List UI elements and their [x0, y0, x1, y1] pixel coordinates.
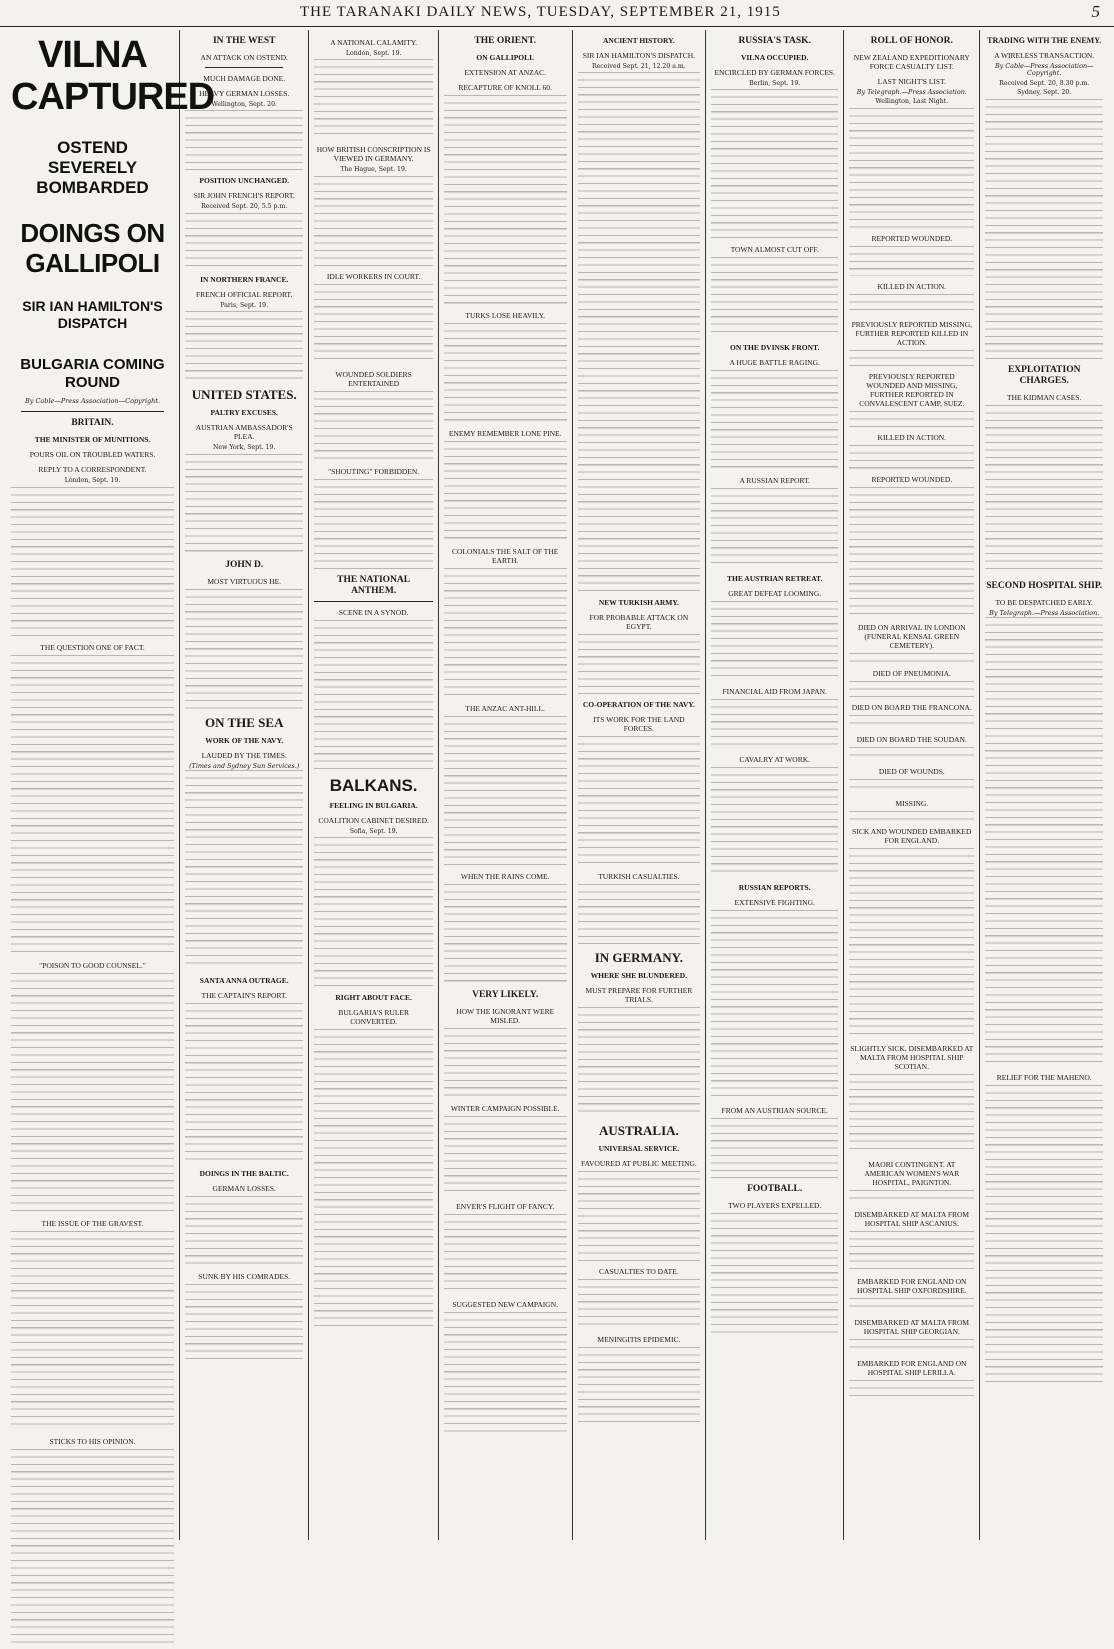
subhead-coop: CO-OPERATION OF THE NAVY. [582, 700, 695, 710]
subhead-calamity: A NATIONAL CALAMITY. [330, 38, 418, 47]
subhead-georgian: DISEMBARKED AT MALTA FROM HOSPITAL SHIP GEORGIAN. [854, 1317, 970, 1336]
dateline: Wellington, Last Night. [875, 98, 949, 106]
subhead-financial: FINANCIAL AID FROM JAPAN. [722, 687, 827, 697]
subhead-rwounded2: REPORTED WOUNDED. [871, 474, 953, 484]
subhead-ascanius: DISEMBARKED AT MALTA FROM HOSPITAL SHIP ASCANIUS. [854, 1209, 970, 1228]
subhead-shouting: "SHOUTING" FORBIDDEN. [328, 466, 420, 476]
subhead-malta: SLIGHTLY SICK, DISEMBARKED AT MALTA FROM HOSPITAL SHIP SCOTIAN. [850, 1043, 974, 1071]
subhead-damage: MUCH DAMAGE DONE. [203, 74, 286, 83]
section-football: FOOTBALL. [747, 1184, 803, 1195]
subhead-sunk: SUNK BY HIS COMRADES. [198, 1272, 291, 1282]
subhead-wireless: A WIRELESS TRANSACTION. [994, 51, 1095, 60]
section-hospital: SECOND HOSPITAL SHIP. [986, 580, 1103, 591]
headline-hamilton: SIR IAN HAMILTON'S DISPATCH [22, 298, 163, 331]
dateline: London, Sept. 19. [64, 477, 121, 485]
byline: By Telegraph.—Press Association. [989, 608, 1100, 617]
subhead-paltry: PALTRY EXCUSES. [210, 408, 278, 418]
subhead-poison: "POISON TO GOOD COUNSEL." [39, 960, 146, 970]
column-8 [980, 30, 1108, 1540]
dateline: Berlin, Sept. 19. [749, 80, 801, 87]
subhead-how: HOW BRITISH CONSCRIPTION IS VIEWED IN GERMANY. [316, 145, 431, 164]
dateline: London, Sept. 19. [345, 50, 402, 57]
section-exploit: EXPLOITATION CHARGES. [1007, 364, 1081, 386]
subhead-french: SIR JOHN FRENCH'S REPORT. [193, 191, 295, 201]
subhead-nfrance: IN NORTHERN FRANCE. [200, 274, 289, 284]
subhead-trials: MUST PREPARE FOR FURTHER TRIALS. [585, 986, 693, 1005]
subhead-prev: PREVIOUSLY REPORTED MISSING, FURTHER REPORTED KILLED IN ACTION. [851, 319, 972, 347]
subhead-austsrc: FROM AN AUSTRIAN SOURCE. [721, 1106, 828, 1116]
section-britain: BRITAIN. [71, 418, 114, 429]
section-west: IN THE WEST [212, 36, 276, 46]
subhead-kidman: THE KIDMAN CASES. [1007, 392, 1082, 402]
section-germany: IN GERMANY. [594, 950, 684, 966]
subhead-knoll: RECAPTURE OF KNOLL 60. [458, 83, 552, 92]
subhead-minister: THE MINISTER OF MUNITIONS. [34, 435, 151, 445]
subhead-rains: WHEN THE RAINS COME. [460, 872, 550, 881]
columns [6, 30, 1108, 1540]
subhead-town: TOWN ALMOST CUT OFF. [730, 245, 819, 255]
subhead-lonepine: ENEMY REMEMBER LONE PINE. [448, 429, 562, 438]
dateline: Sofia, Sept. 19. [349, 827, 398, 835]
subhead-missing: MISSING. [895, 798, 929, 808]
subhead-santa: SANTA ANNA OUTRAGE. [199, 976, 289, 986]
headline-gallipoli: DOINGS ON GALLIPOLI [20, 218, 165, 278]
subhead-lauded: LAUDED BY THE TIMES. [201, 750, 287, 760]
subhead-cavalry: CAVALRY AT WORK. [739, 755, 811, 765]
subhead-franconia: DIED ON BOARD THE FRANCONA. [851, 702, 972, 712]
subhead-glosses: GERMAN LOSSES. [212, 1184, 276, 1194]
subhead-maori: MAORI CONTINGENT. AT AMERICAN WOMEN'S WAR HOSPITAL, PAIGNTON. [864, 1159, 960, 1187]
subhead-turks: TURKS LOSE HEAVILY. [465, 311, 545, 320]
subhead-died: DIED ON ARRIVAL IN LONDON (FUNERAL KENSAL GREEN CEMETERY). [858, 622, 966, 650]
byline: By Telegraph.—Press Association. [856, 88, 967, 96]
subhead-casualties: TURKISH CASUALTIES. [598, 872, 680, 882]
subhead-oil: POURS OIL ON TROUBLED WATERS. [29, 450, 156, 460]
dateline: Paris, Sept. 19. [220, 301, 269, 309]
subhead-defeat: GREAT DEFEAT LOOMING. [728, 589, 822, 599]
section-anthem: THE NATIONAL ANTHEM. [314, 575, 432, 602]
subhead-virtuous: MOST VIRTUOUS HE. [207, 576, 282, 586]
column-5 [573, 30, 707, 1540]
subhead-ruler: BULGARIA'S RULER CONVERTED. [338, 1008, 409, 1027]
subhead-hamdisp: SIR IAN HAMILTON'S DISPATCH. [582, 51, 696, 60]
subhead-suggested: SUGGESTED NEW CAMPAIGN. [452, 1300, 558, 1309]
column-2 [180, 30, 309, 1540]
subhead-relief: RELIEF FOR THE MAHENO. [996, 1073, 1092, 1083]
headline-vilna: VILNA CAPTURED [11, 34, 215, 118]
subhead-captain: THE CAPTAIN'S REPORT. [201, 991, 287, 1001]
column-7 [844, 30, 980, 1540]
section-trading: TRADING WITH THE ENEMY. [987, 36, 1102, 45]
subhead-idle: IDLE WORKERS IN COURT. [326, 271, 421, 281]
subhead-expelled: TWO PLAYERS EXPELLED. [728, 1201, 822, 1211]
subhead-winter: WINTER CAMPAIGN POSSIBLE. [450, 1104, 560, 1113]
dateline: Received Sept. 20, 8.30 p.m. [999, 79, 1090, 87]
subhead-baltic: DOINGS IN THE BALTIC. [199, 1169, 289, 1179]
subhead-fact: THE QUESTION ONE OF FACT. [40, 642, 145, 652]
subhead-right: RIGHT ABOUT FACE. [335, 993, 412, 1003]
subhead-vilna: VILNA OCCUPIED. [740, 53, 809, 62]
subhead-wounds: DIED OF WOUNDS. [878, 766, 945, 776]
subhead-navy: WORK OF THE NAVY. [205, 735, 284, 745]
dateline: Wellington, Sept. 20. [211, 101, 278, 108]
section-onsea: ON THE SEA [204, 714, 284, 730]
subhead-soudan: DIED ON BOARD THE SOUDAN. [856, 734, 967, 744]
page-number: 5 [1091, 2, 1100, 21]
column-3 [309, 30, 438, 1540]
subhead-colonials: COLONIALS THE SALT OF THE EARTH. [451, 547, 559, 565]
section-balkans: BALKANS. [329, 775, 418, 795]
subhead-nzef: NEW ZEALAND EXPEDITIONARY FORCE CASUALTY LIST. [853, 53, 970, 71]
column-6 [706, 30, 844, 1540]
subhead-gallipoli: ON GALLIPOLI. [476, 53, 534, 62]
section-roll: ROLL OF HONOR. [870, 36, 953, 46]
subhead-killed2: KILLED IN ACTION. [877, 432, 947, 442]
subhead-official: FRENCH OFFICIAL REPORT. [195, 289, 293, 299]
subhead-sick: SICK AND WOUNDED EMBARKED FOR ENGLAND. [852, 826, 972, 845]
byline: By Cable—Press Association—Copyright. [994, 62, 1094, 78]
subhead-gravest: THE ISSUE OF THE GRAVEST. [41, 1218, 144, 1228]
subhead-despatched: TO BE DESPATCHED EARLY. [995, 597, 1093, 607]
subhead-reply: REPLY TO A CORRESPONDENT. [38, 465, 147, 475]
subhead-retreat: THE AUSTRIAN RETREAT. [727, 574, 823, 584]
subhead-ancient: ANCIENT HISTORY. [603, 36, 675, 45]
dateline: Sydney, Sept. 20. [1017, 89, 1072, 97]
subhead-sticks: STICKS TO HIS OPINION. [49, 1436, 136, 1446]
subhead-blundered: WHERE SHE BLUNDERED. [590, 971, 688, 981]
subhead-lerilla: EMBARKED FOR ENGLAND ON HOSPITAL SHIP LERILLA. [857, 1358, 967, 1377]
subhead-casdate: CASUALTIES TO DATE. [599, 1267, 679, 1277]
section-orient: THE ORIENT. [474, 36, 536, 46]
subhead-russian: A RUSSIAN REPORT. [739, 476, 810, 486]
subhead-heavy: HEAVY GERMAN LOSSES. [199, 89, 290, 98]
masthead [0, 0, 1114, 27]
subhead-enver: ENVER'S FLIGHT OF FANCY. [456, 1202, 555, 1211]
section-us: UNITED STATES. [191, 387, 297, 403]
subhead-coalition: COALITION CABINET DESIRED. [318, 815, 429, 825]
subhead-egypt: FOR PROBABLE ATTACK ON EGYPT. [589, 613, 689, 632]
subhead-feeling: FEELING IN BULGARIA. [329, 800, 418, 810]
subhead-landforces: ITS WORK FOR THE LAND FORCES. [593, 715, 685, 734]
column-4 [439, 30, 573, 1540]
subhead-rwounded: REPORTED WOUNDED. [871, 233, 953, 243]
subhead-johnd: JOHN D. [225, 559, 264, 570]
masthead-title: THE TARANAKI DAILY NEWS, TUESDAY, SEPTEMBER 21, 1915 [300, 4, 781, 20]
service-note: (Times and Sydney Sun Services.) [189, 761, 300, 770]
section-russia: RUSSIA'S TASK. [738, 36, 811, 46]
byline: By Cable—Press Association—Copyright. [24, 397, 161, 405]
subhead-scene: SCENE IN A SYNOD. [338, 607, 409, 617]
subhead-extension: EXTENSION AT ANZAC. [464, 68, 547, 77]
subhead-extensive: EXTENSIVE FIGHTING. [734, 898, 815, 908]
subhead-killed: KILLED IN ACTION. [877, 281, 947, 291]
subhead-turkish: NEW TURKISH ARMY. [598, 598, 679, 608]
headline-bulgaria: BULGARIA COMING ROUND [20, 356, 165, 391]
section-australia: AUSTRALIA. [598, 1123, 679, 1139]
subhead-encircled: ENCIRCLED BY GERMAN FORCES. [714, 68, 835, 77]
dateline: Received Sept. 20, 5.5 p.m. [201, 203, 288, 211]
subhead-ostend: AN ATTACK ON OSTEND. [200, 53, 288, 62]
subhead-pneumonia: DIED OF PNEUMONIA. [872, 668, 951, 678]
dateline: The Hague, Sept. 19. [340, 166, 407, 174]
subhead-dvinsk: ON THE DVINSK FRONT. [730, 343, 820, 353]
subhead-favoured: FAVOURED AT PUBLIC MEETING. [580, 1159, 697, 1169]
subhead-reports: RUSSIAN REPORTS. [738, 883, 811, 893]
dateline: Received Sept. 21, 12.20 a.m. [591, 63, 686, 70]
subhead-unchanged: POSITION UNCHANGED. [199, 176, 289, 186]
subhead-ignorant: HOW THE IGNORANT WERE MISLED. [456, 1007, 555, 1025]
headline-ostend: OSTEND SEVERELY BOMBARDED [36, 138, 149, 197]
subhead-mening: MENINGITIS EPIDEMIC. [597, 1335, 681, 1345]
column-1 [6, 30, 215, 1540]
subhead-oxford: EMBARKED FOR ENGLAND ON HOSPITAL SHIP OXFORDSHIRE. [857, 1276, 967, 1295]
subhead-huge: A HUGE BATTLE RAGING. [729, 358, 820, 368]
subhead-last: LAST NIGHT'S LIST. [877, 77, 946, 86]
dateline: New York, Sept. 19. [213, 444, 276, 452]
subhead-universal: UNIVERSAL SERVICE. [598, 1144, 680, 1154]
subhead-ambassador: AUSTRIAN AMBASSADOR'S PLEA. [195, 423, 293, 442]
subhead-wounded: WOUNDED SOLDIERS ENTERTAINED [335, 369, 412, 388]
subhead-convalescent: PREVIOUSLY REPORTED WOUNDED AND MISSING, FURTHER REPORTED IN CONVALESCENT CAMP, SUEZ. [859, 371, 965, 408]
subhead-anthill: THE ANZAC ANT-HILL. [465, 704, 545, 713]
section-likely: VERY LIKELY. [472, 990, 539, 1000]
